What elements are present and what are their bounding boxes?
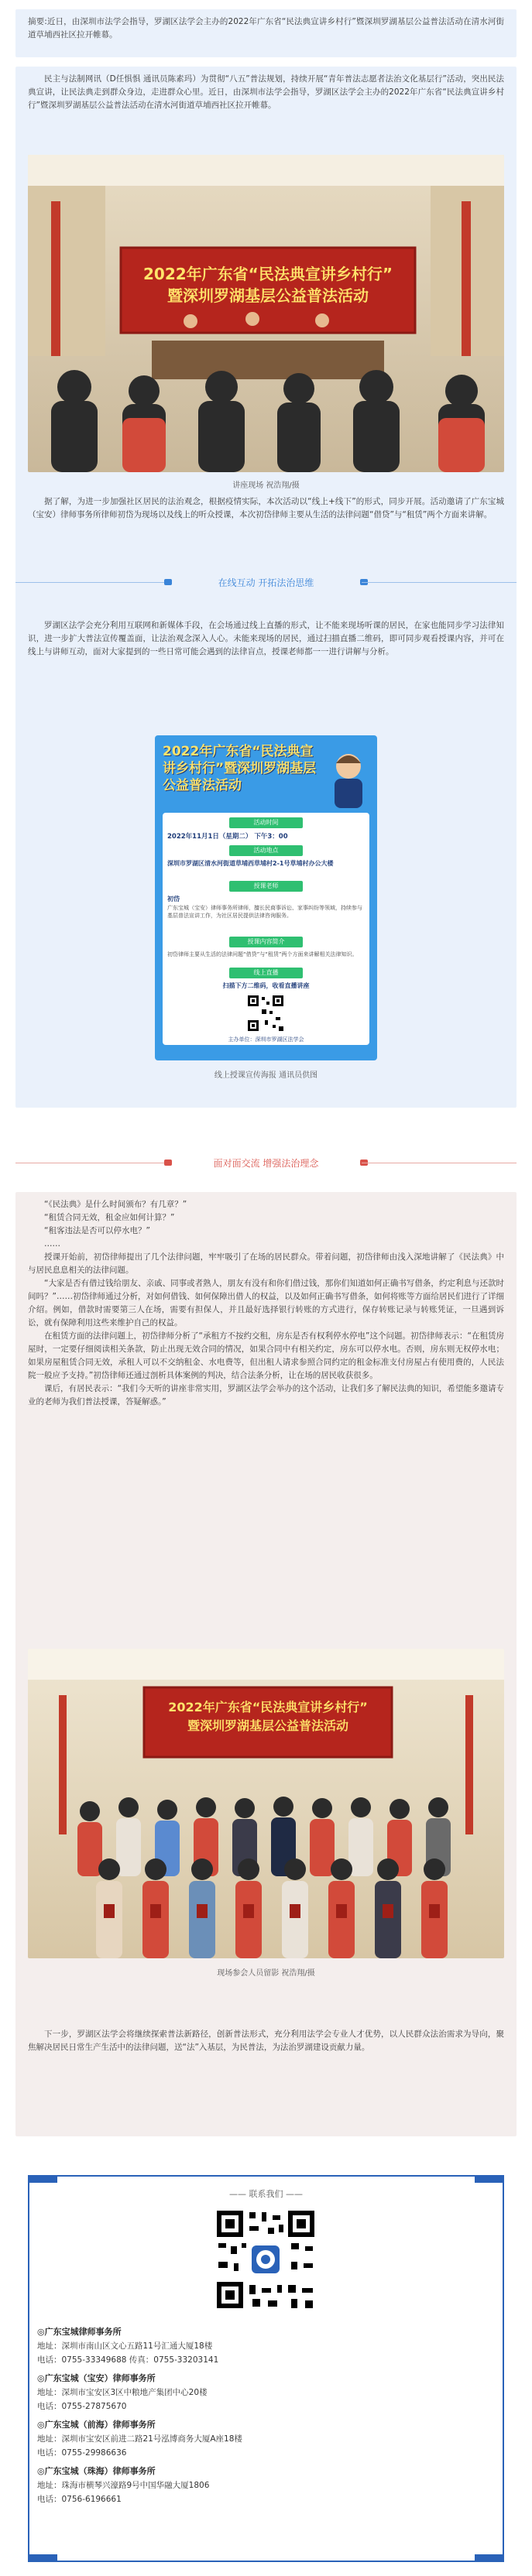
office-phone[interactable]: 电话：0755-27875670 — [37, 2402, 127, 2411]
poster-title: 2022年广东省“民法典宣讲乡村行”暨深圳罗湖基层公益普法活动 — [163, 744, 317, 793]
section-header-faceto — [0, 1153, 532, 1172]
poster-content-text: 初岱律师主要从生活的法律问题“借贷”与“租赁”两个方面来讲解相关法律知识。 — [167, 951, 358, 957]
corner-accent-top-left — [28, 2175, 57, 2183]
lecture-banner-line-1: 2022年广东省“民法典宣讲乡村行” — [143, 265, 393, 283]
intro-paragraph-1: 民主与法制网讯（D任惧惧 通讯员陈素玛）为贯彻“八五”普法规划，持续开展“青年普法志愿者法治文化基层行”活动，突出民法典宣讲，让民法典走到群众身边，走进群众心里。近日，由深圳市法学会指导，罗湖区法学会主办的2022年广东省“民法典宣讲乡村行”暨深圳罗湖基层公益普法活动在清水河街道草埔西社区拉开帷幕。 — [28, 74, 504, 110]
lecture-photo-caption: 讲座现场 祝浩翔/摄 — [232, 481, 300, 490]
office-address: 地址：珠海市横琴兴濠路9号中国华融大厦1806 — [37, 2481, 210, 2490]
office-item — [37, 2465, 495, 2506]
group-banner-line-2: 暨深圳罗湖基层公益普法活动 — [187, 1718, 348, 1733]
group-photo-image — [28, 1649, 504, 1958]
office-address: 地址：深圳市宝安区前进二路21号泓博商务大厦A座18楼 — [37, 2434, 242, 2444]
live-qr-code-icon[interactable] — [246, 994, 285, 1033]
poster-content-panel — [163, 813, 369, 1045]
question-ellipsis: …… — [44, 1239, 60, 1249]
corner-accent-bottom-right — [475, 2554, 504, 2562]
poster-live-label: 线上直播 — [229, 968, 303, 978]
section-title-faceto: 面对面交流 增强法治理念 — [213, 1158, 319, 1169]
corner-accent-top-right — [475, 2175, 504, 2183]
office-name: ◎广东宝城（前海）律师事务所 — [37, 2420, 156, 2430]
office-phone[interactable]: 电话：0755-33349688 传真：0755-33203141 — [37, 2355, 219, 2365]
summary-text: 摘要:近日，由深圳市法学会指导，罗湖区法学会主办的2022年广东省“民法典宣讲乡村行”暨深圳罗湖基层公益普法活动在清水河街道草埔西社区拉开帷幕。 — [28, 17, 504, 39]
office-item — [37, 2418, 495, 2460]
poster-footer: 主办单位：深圳市罗湖区法学会 — [228, 1036, 304, 1043]
summary-box — [15, 9, 517, 57]
group-photo-caption: 现场参会人员留影 祝浩翔/摄 — [217, 1969, 315, 1978]
office-name: ◎广东宝城律师事务所 — [37, 2327, 122, 2337]
group-photo — [28, 1649, 504, 1958]
qa-paragraph-3: 在租赁方面的法律问题上，初岱律师分析了“承租方不按约交租，房东是否有权利停水停电”这个问题。初岱律师表示：“在租赁房屋时，一定要仔细阅读相关条款，防止出现无效合同的情况，如果合同中有相关约定，房东可以停水电。否则，房东则无权停水电；如果房屋租赁合同无效，承租人可以不交纳租金、水电费等，但出租人请求参照合同约定的租金标准支付房屋占有使用费的，人民法院一般应予支持。”初岱律师还通过剖析具体案例的判决，结合法条分析，让在场的居民收获很多。 — [28, 1331, 504, 1380]
contact-qr-code-icon[interactable] — [214, 2208, 317, 2311]
question-2: “租赁合同无效，租金应如何计算？” — [44, 1213, 175, 1222]
office-item — [37, 2372, 495, 2413]
office-address: 地址：深圳市宝安区3区中粮地产集团中心20楼 — [37, 2388, 208, 2397]
section-title-online: 在线互动 开拓法治思维 — [218, 577, 314, 588]
poster-time-label: 活动时间 — [229, 817, 303, 828]
office-phone[interactable]: 电话：0755-29986636 — [37, 2448, 127, 2458]
office-item — [37, 2325, 495, 2367]
contact-card — [28, 2175, 504, 2562]
qa-paragraph-1: 授课开始前，初岱律师提出了几个法律问题，牢牢吸引了在场的居民群众。带着问题，初岱律师由浅入深地讲解了《民法典》中与居民息息相关的法律问题。 — [28, 1252, 504, 1275]
poster-content-label: 授课内容简介 — [229, 937, 303, 947]
poster-place-label: 活动地点 — [229, 845, 303, 856]
poster-speaker-label: 授课老师 — [229, 881, 303, 892]
lecture-photo-image — [28, 155, 504, 472]
office-name: ◎广东宝城（珠海）律师事务所 — [37, 2466, 156, 2476]
lecture-banner — [121, 263, 415, 307]
office-name: ◎广东宝城（宝安）律师事务所 — [37, 2373, 156, 2383]
poster-place: 深圳市罗湖区清水河街道草埔西草埔村2-1号草埔村办公大楼 — [167, 860, 334, 867]
qa-paragraph-2: “大家是否有借过钱给朋友、亲戚、同事或者熟人，朋友有没有和你们借过钱，那你们知道如何正确书写借条，约定利息与还款时间吗？”……初岱律师通过分析，对如何借钱、如何保障出借人的权益，以及如何正确书写借条，如何将账等方面给居民们进行了详细介绍。例如，借款时需要第三人在场，需要有担保人，并且最好选择银行转账的方式进行，保存转账记录与转账凭证，一旦遇到诉讼，就有保障利用这些来维护自己的权益。 — [28, 1279, 504, 1327]
poster-caption: 线上授课宣传海报 通讯员供图 — [214, 1071, 318, 1080]
office-address: 地址：深圳市南山区文心五路11号汇通大厦18楼 — [37, 2341, 213, 2351]
contact-header: —— 联系我们 —— — [229, 2189, 303, 2199]
online-paragraph: 罗湖区法学会充分利用互联网和新媒体手段，在会场通过线上直播的形式，让不能来现场听课的居民，在家也能同步学习法律知识，进一步扩大普法宣传覆盖面，让法治观念深入人心。未能来现场的居民，通过扫描直播二维码，即可同步观看授课内容，并可在线上与讲师互动，面对大家提到的一些日常可能会遇到的法律盲点，授课老师都一一进行讲解与分析。 — [28, 621, 504, 656]
question-3: “租客违法是否可以停水电？” — [44, 1226, 150, 1235]
section-header-online — [0, 573, 532, 591]
lecture-banner-line-2: 暨深圳罗湖基层公益普法活动 — [167, 286, 369, 305]
group-banner-line-1: 2022年广东省“民法典宣讲乡村行” — [168, 1700, 368, 1714]
corner-accent-bottom-left — [28, 2554, 57, 2562]
office-phone[interactable]: 电话：0756-6196661 — [37, 2495, 122, 2504]
lecture-poster — [155, 735, 377, 1060]
question-1: “《民法典》是什么时间颁布？有几章？” — [44, 1200, 187, 1209]
qa-paragraph-4: 课后，有居民表示：“我们今天听的讲座非常实用，罗湖区法学会举办的这个活动，让我们多了解民法典的知识，希望能多邀请专业的老师为我们普法授课，答疑解惑。” — [28, 1384, 504, 1406]
poster-live-text: 扫描下方二维码，收看直播讲座 — [222, 982, 310, 989]
intro-paragraph-2: 据了解，为进一步加强社区居民的法治观念，根据疫情实际，本次活动以“线上+线下”的形式，同步开展。活动邀请了广东宝城（宝安）律师事务所律师初岱为现场以及线上的听众授课，本次初岱律师主要从生活的法律问题“借贷”与“租赁”两个方面来讲解。 — [28, 497, 504, 519]
lecture-photo — [28, 155, 504, 472]
office-list — [37, 2325, 495, 2506]
poster-speaker: 初岱 — [167, 896, 180, 903]
speaker-cartoon-icon — [325, 749, 372, 811]
closing-paragraph: 下一步，罗湖区法学会将继续探索普法新路径，创新普法形式，充分利用法学会专业人才优势，以人民群众法治需求为导向，聚焦解决居民日常生产生活中的法律问题，送“法”入基层，为民普法，为法治罗湖建设贡献力量。 — [28, 2030, 504, 2052]
group-banner — [144, 1698, 392, 1735]
poster-time: 2022年11月1日（星期二） 下午3：00 — [167, 833, 288, 841]
poster-speaker-bio: 广东宝城（宝安）律师事务所律师，擅长民商事诉讼、家事纠纷等领域，持续参与基层普法宣讲工作，为社区居民提供法律咨询服务。 — [167, 905, 362, 919]
